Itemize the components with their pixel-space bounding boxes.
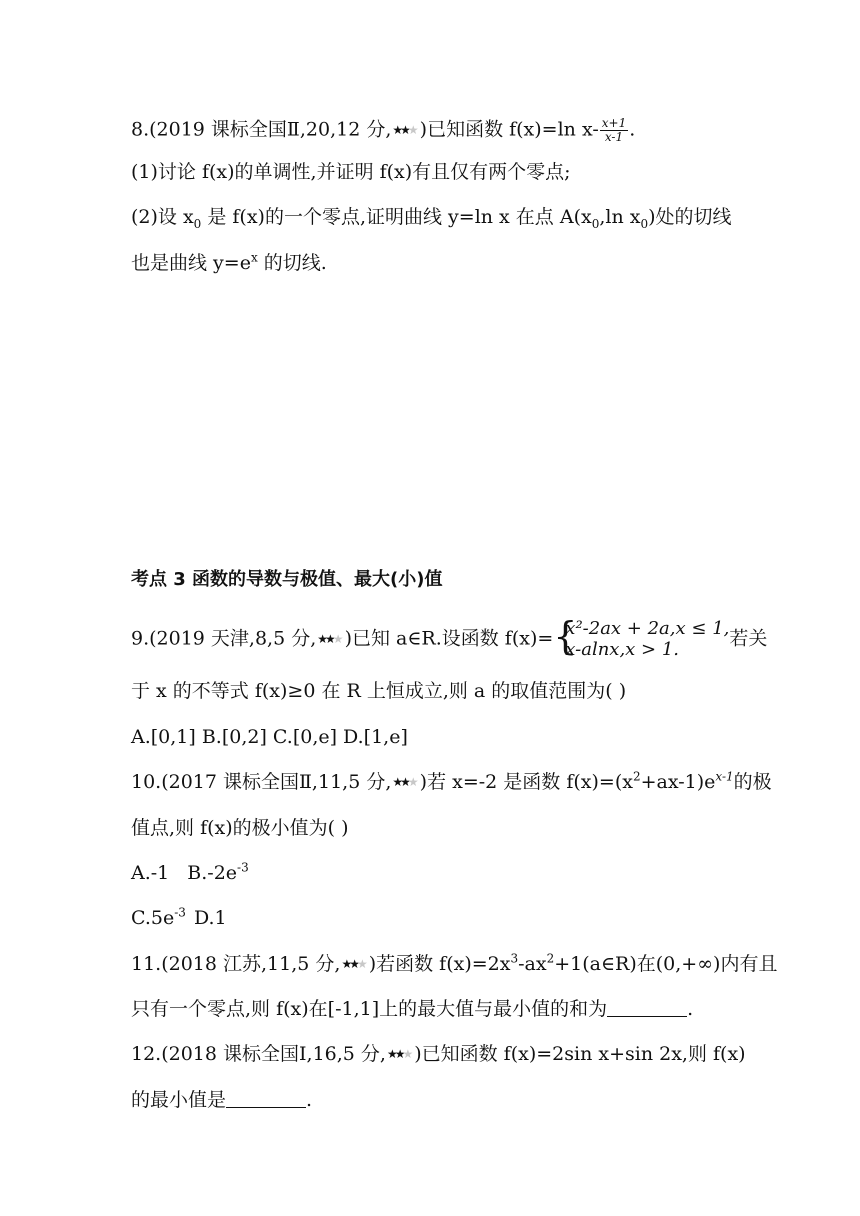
subscript: 0: [640, 216, 649, 231]
option-b: B.-2e: [187, 862, 238, 884]
q10-options-cd: [131, 905, 227, 929]
superscript: 2: [546, 951, 555, 966]
text: ,ln x: [599, 206, 641, 228]
text: 若关: [729, 627, 768, 650]
case-2: x-alnx,x > 1.: [565, 638, 680, 660]
superscript: 2: [632, 769, 641, 784]
piecewise-function: [553, 614, 730, 660]
text: +ax-1)e: [640, 771, 716, 793]
q9-stem: )已知 a∈R.设函数 f(x)=: [344, 627, 554, 650]
q8-stem: )已知函数 f(x)=ln x-: [419, 118, 599, 141]
q11-source: 11.(2018 江苏,11,5 分,: [131, 953, 341, 975]
text: 的切线.: [257, 252, 327, 274]
text: )已知函数 f(x)=2sin x+sin 2x,则 f(x): [414, 1043, 746, 1065]
text: +1(a∈R)在(0,+∞)内有且: [554, 953, 778, 975]
q10-line2: 值点,则 f(x)的极小值为( ): [131, 817, 349, 839]
q8-line1: [131, 117, 635, 144]
q10-line1: [131, 769, 772, 793]
subscript: 0: [591, 216, 600, 231]
difficulty-stars-icon: ★★★: [341, 957, 365, 971]
q9-line1: [131, 614, 768, 660]
text: )若函数 f(x)=2x: [368, 953, 511, 975]
subscript: 0: [193, 216, 202, 231]
superscript: -3: [237, 860, 249, 875]
q9-source: 9.(2019 天津,8,5 分,: [131, 627, 317, 650]
option-d: D.1: [193, 907, 227, 929]
superscript: x-1: [715, 769, 734, 784]
q9-options: A.[0,1] B.[0,2] C.[0,e] D.[1,e]: [131, 726, 408, 748]
option-c: C.5e: [131, 907, 175, 929]
q8-part2-line2: [131, 250, 327, 274]
text: .: [306, 1089, 313, 1111]
q8-source: 8.(2019 课标全国Ⅱ,20,12 分,: [131, 118, 392, 141]
fraction-numerator: x+1: [601, 116, 627, 130]
text: 的极: [733, 771, 772, 793]
text: 是 f(x)的一个零点,证明曲线 y=ln x 在点 A(x: [201, 206, 592, 228]
difficulty-stars-icon: ★★★: [392, 775, 416, 789]
answer-blank[interactable]: [226, 1091, 306, 1108]
text: )处的切线: [648, 206, 732, 228]
q11-line1: [131, 951, 778, 975]
text: 也是曲线 y=e: [131, 252, 251, 274]
q8-part1: (1)讨论 f(x)的单调性,并证明 f(x)有且仅有两个零点;: [131, 161, 571, 183]
difficulty-stars-icon: ★★★: [392, 122, 416, 137]
text: )若 x=-2 是函数 f(x)=(x: [419, 771, 633, 793]
text: 只有一个零点,则 f(x)在[-1,1]上的最大值与最小值的和为: [131, 998, 608, 1020]
difficulty-stars-icon: ★★★: [317, 631, 341, 646]
text: 的最小值是: [131, 1089, 227, 1111]
text: .: [687, 998, 694, 1020]
superscript: -3: [174, 905, 186, 920]
q8-part2-line1: [131, 206, 732, 231]
q8-period: .: [629, 118, 636, 141]
fraction-denominator: x-1: [604, 130, 624, 145]
case-1: x²-2ax + 2a,x ≤ 1,: [565, 618, 730, 639]
section-heading: 考点 3 函数的导数与极值、最大(小)值: [131, 569, 443, 590]
text: (2)设 x: [131, 206, 194, 228]
option-a: A.-1: [131, 862, 170, 884]
q12-line2: [131, 1091, 312, 1110]
q12-source: 12.(2018 课标全国Ⅰ,16,5 分,: [131, 1043, 386, 1065]
brace-icon: {: [553, 614, 578, 658]
q11-line2: [131, 1000, 693, 1019]
q8-fraction: [600, 117, 628, 144]
q10-source: 10.(2017 课标全国Ⅱ,11,5 分,: [131, 771, 392, 793]
q9-line2: 于 x 的不等式 f(x)≥0 在 R 上恒成立,则 a 的取值范围为( ): [131, 680, 627, 702]
q12-line1: [131, 1045, 746, 1064]
superscript: 3: [510, 951, 519, 966]
text: -ax: [518, 953, 547, 975]
q10-options-ab: [131, 860, 249, 884]
answer-blank[interactable]: [607, 1000, 687, 1017]
superscript: x: [250, 250, 258, 265]
difficulty-stars-icon: ★★★: [386, 1047, 411, 1061]
